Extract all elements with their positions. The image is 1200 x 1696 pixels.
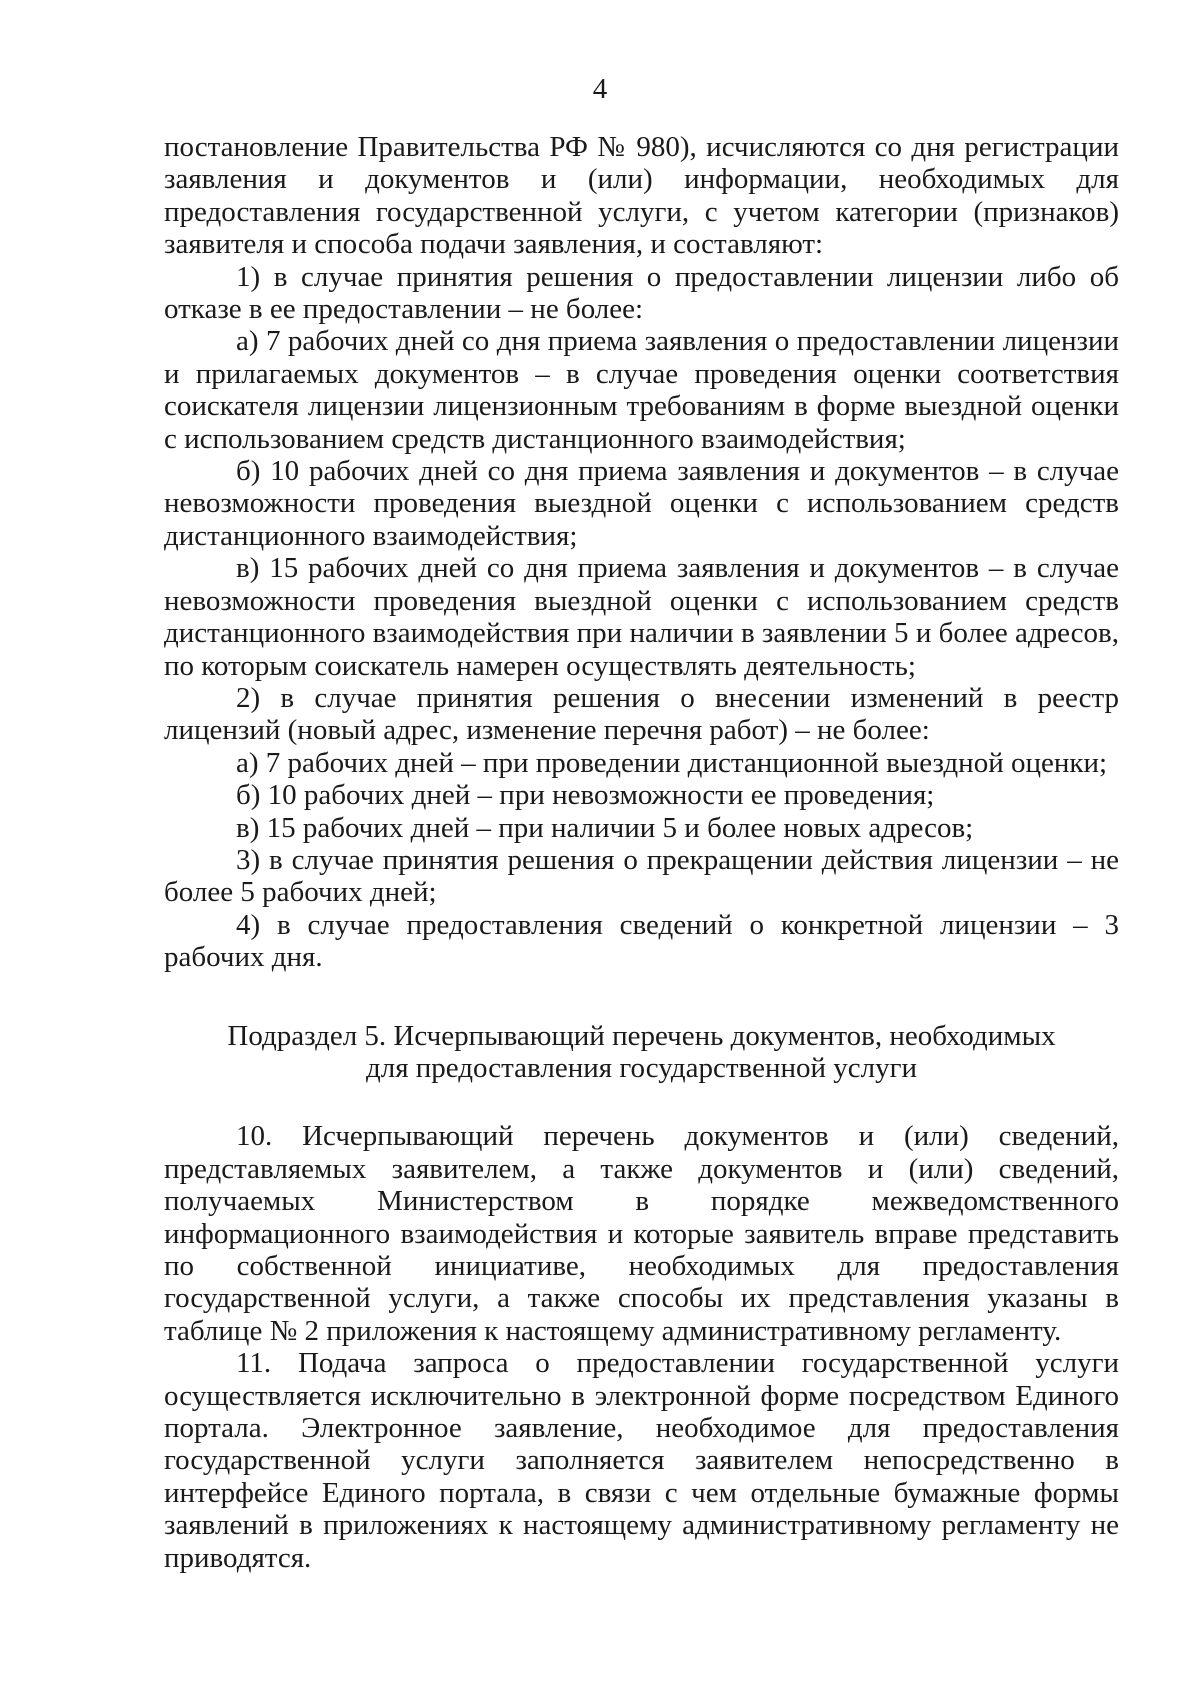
paragraph-item-2a: а) 7 рабочих дней – при проведении дистанционной выездной оценки;	[236, 746, 1108, 779]
subsection-heading	[164, 1020, 1119, 1085]
paragraph-item-2b: б) 10 рабочих дней – при невозможности ее проведения;	[236, 779, 935, 812]
paragraph-clause-10: 10. Исчерпывающий перечень документов и (или) сведений, представляемых заявителем, а также документов и (или) сведений, получаемых Министерством в порядке межведомственного информационного взаимодействия и которые заявитель вправе представить по собственной инициативе, необходимых для предоставления государственной услуги, а также способы их представления указаны в таблице № 2 приложения к настоящему административному регламенту.	[164, 1120, 1119, 1347]
paragraph-item-4: 4) в случае предоставления сведений о конкретной лицензии – 3 рабочих дня.	[164, 908, 1119, 974]
subsection-heading-line-1: Подраздел 5. Исчерпывающий перечень документов, необходимых	[227, 1019, 1056, 1052]
paragraph-item-2: 2) в случае принятия решения о внесении изменений в реестр лицензий (новый адрес, изменение перечня работ) – не более:	[164, 681, 1119, 747]
paragraph-item-1b: б) 10 рабочих дней со дня приема заявления и документов – в случае невозможности проведения выездной оценки с использованием средств дистанционного взаимодействия;	[164, 455, 1119, 552]
spacer	[164, 1084, 1119, 1120]
paragraph-item-1c: в) 15 рабочих дней со дня приема заявления и документов – в случае невозможности проведения выездной оценки с использованием средств дистанционного взаимодействия при наличии в заявлении 5 и более адресов, по которым соискатель намерен осуществлять деятельность;	[164, 552, 1119, 682]
page-number: 4	[592, 73, 608, 105]
paragraph-item-3: 3) в случае принятия решения о прекращении действия лицензии – не более 5 рабочих дней;	[164, 843, 1119, 909]
paragraph-item-1: 1) в случае принятия решения о предоставлении лицензии либо об отказе в ее предоставлении – не более:	[164, 260, 1119, 326]
subsection-heading-line-2: для предоставления государственной услуги	[365, 1051, 918, 1084]
paragraph-item-1a: а) 7 рабочих дней со дня приема заявления о предоставлении лицензии и прилагаемых документов – в случае проведения оценки соответствия соискателя лицензии лицензионным требованиям в форме выездной оценки с использованием средств дистанционного взаимодействия;	[164, 325, 1119, 455]
paragraph-continuation: постановление Правительства РФ № 980), исчисляются со дня регистрации заявления и документов и (или) информации, необходимых для предоставления государственной услуги, с учетом категории (признаков) заявителя и способа подачи заявления, и составляют:	[164, 131, 1119, 261]
paragraph-item-2c: в) 15 рабочих дней – при наличии 5 и более новых адресов;	[236, 811, 974, 844]
document-body	[164, 131, 1119, 1574]
paragraph-clause-11: 11. Подача запроса о предоставлении государственной услуги осуществляется исключительно в электронной форме посредством Единого портала. Электронное заявление, необходимое для предоставления государственной услуги заполняется заявителем непосредственно в интерфейсе Единого портала, в связи с чем отдельные бумажные формы заявлений в приложениях к настоящему административному регламенту не приводятся.	[164, 1347, 1119, 1574]
